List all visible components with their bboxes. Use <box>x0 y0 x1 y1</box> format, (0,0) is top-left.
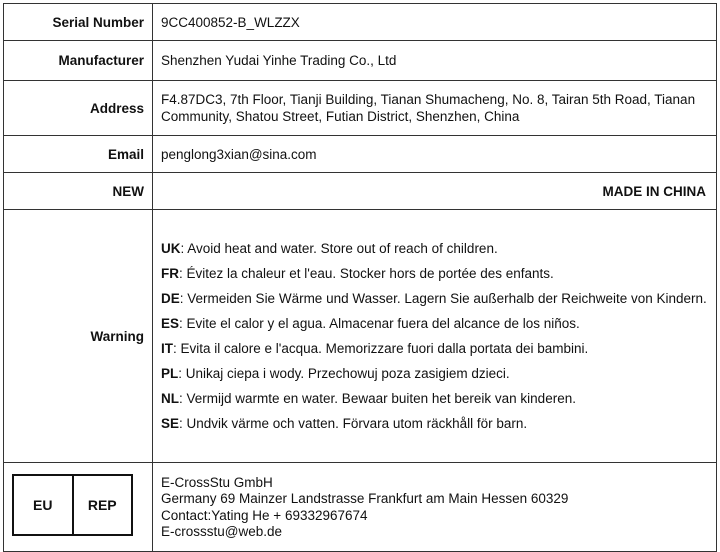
eu-rep-company: E-CrossStu GmbH <box>161 474 273 490</box>
rep-badge: REP <box>74 474 134 536</box>
warning-code: PL <box>161 365 179 381</box>
eu-rep-email: E-crossstu@web.de <box>161 524 282 539</box>
warning-item-uk <box>161 240 710 258</box>
origin-value: MADE IN CHINA <box>153 173 717 210</box>
warning-text: : Avoid heat and water. Store out of reach of children. <box>180 240 498 256</box>
condition-row <box>4 173 717 210</box>
eu-rep-contact: Contact:Yating He + 69332967674 <box>161 507 368 523</box>
warning-text: : Evita il calore e l'acqua. Memorizzare fuori dalla portata dei bambini. <box>173 340 589 356</box>
eu-rep-badge <box>12 474 133 536</box>
address-value: F4.87DC3, 7th Floor, Tianji Building, Tianan Shumacheng, No. 8, Tairan 5th Road, Tianan Community, Shatou Street, Futian District, Shenzhen, China <box>153 81 717 136</box>
warning-code: ES <box>161 315 180 331</box>
warning-code: NL <box>161 390 179 406</box>
manufacturer-label: Manufacturer <box>4 41 153 81</box>
warning-text: : Undvik värme och vatten. Förvara utom räckhåll för barn. <box>179 415 528 431</box>
warning-list <box>153 210 717 463</box>
warning-code: SE <box>161 415 180 431</box>
manufacturer-row <box>4 41 717 81</box>
warning-text: : Évitez la chaleur et l'eau. Stocker hors de portée des enfants. <box>179 265 554 281</box>
warning-code: UK <box>161 240 181 256</box>
warning-text: : Vermeiden Sie Wärme und Wasser. Lagern Sie außerhalb der Reichweite von Kindern. <box>179 290 707 306</box>
eu-badge: EU <box>12 474 74 536</box>
warning-item-pl <box>161 365 710 383</box>
eu-rep-details <box>153 463 717 552</box>
address-label: Address <box>4 81 153 136</box>
eu-rep-badge-cell <box>4 463 153 552</box>
warning-code: FR <box>161 265 179 281</box>
warning-row <box>4 210 717 463</box>
eu-rep-address: Germany 69 Mainzer Landstrasse Frankfurt am Main Hessen 60329 <box>161 491 569 506</box>
email-label: Email <box>4 136 153 173</box>
warning-text: : Evite el calor y el agua. Almacenar fuera del alcance de los niños. <box>179 315 580 331</box>
warning-text: : Unikaj ciepa i wody. Przechowuj poza zasigiem dzieci. <box>178 365 510 381</box>
product-label-table <box>3 3 717 552</box>
email-value: penglong3xian@sina.com <box>153 136 717 173</box>
serial-label: Serial Number <box>4 4 153 41</box>
serial-value: 9CC400852-B_WLZZX <box>153 4 717 41</box>
warning-item-nl <box>161 390 710 408</box>
manufacturer-value: Shenzhen Yudai Yinhe Trading Co., Ltd <box>153 41 717 81</box>
warning-text: : Vermijd warmte en water. Bewaar buiten het bereik van kinderen. <box>179 390 576 406</box>
address-row <box>4 81 717 136</box>
warning-code: IT <box>161 340 173 356</box>
warning-item-de <box>161 290 710 308</box>
warning-code: DE <box>161 290 180 306</box>
warning-label: Warning <box>4 210 153 463</box>
warning-item-fr <box>161 265 710 283</box>
serial-row <box>4 4 717 41</box>
eu-rep-row <box>4 463 717 552</box>
email-row <box>4 136 717 173</box>
warning-item-se <box>161 415 710 433</box>
warning-item-es <box>161 315 710 333</box>
warning-item-it <box>161 340 710 358</box>
condition-label: NEW <box>4 173 153 210</box>
